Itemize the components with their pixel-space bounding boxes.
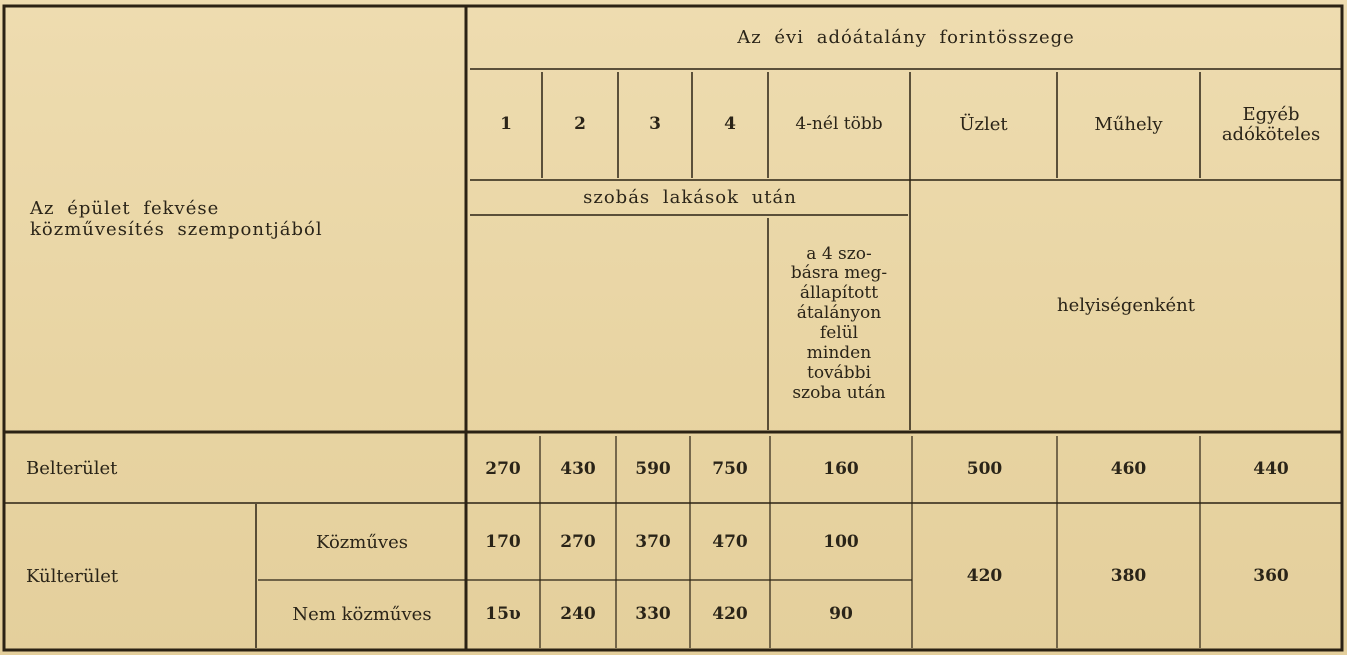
belterulet-value-uzlet: 500 [966, 458, 1003, 479]
kozmuves-value-more: 100 [823, 532, 859, 553]
col-header-1-room: 1 [500, 114, 512, 135]
belterulet-value-4: 750 [712, 458, 748, 479]
col-header-egyeb-adokoteles: Egyéb adóköteles [1221, 104, 1321, 145]
row-header-title: Az épület fekvése közművesítés szempontjából [30, 198, 323, 240]
kulterulet-value-muhely: 380 [1110, 566, 1147, 587]
belterulet-value-1: 270 [485, 458, 521, 479]
nem-kozmuves-value-1: 15υ [485, 604, 521, 625]
row-label-belterulet: Belterület [26, 458, 118, 480]
belterulet-value-egyeb: 440 [1253, 458, 1289, 479]
kozmuves-value-2: 270 [560, 532, 596, 553]
col-header-more-than-4: 4-nél több [795, 114, 883, 135]
kozmuves-value-4: 470 [712, 532, 748, 553]
col-header-2-rooms: 2 [574, 114, 586, 135]
kulterulet-value-uzlet: 420 [966, 566, 1003, 587]
kozmuves-value-1: 170 [485, 532, 521, 553]
rooms-subheader: szobás lakások után [583, 187, 797, 209]
per-premise-note: helyiségenként [1057, 294, 1195, 316]
kulterulet-value-egyeb: 360 [1253, 566, 1289, 587]
belterulet-value-muhely: 460 [1110, 458, 1147, 479]
col-header-uzlet: Üzlet [959, 113, 1008, 135]
belterulet-value-3: 590 [635, 458, 671, 479]
nem-kozmuves-value-2: 240 [560, 604, 596, 625]
extra-room-note: a 4 szo- básra meg- állapított átalányon felül minden további szoba után [790, 243, 888, 403]
belterulet-value-2: 430 [560, 458, 596, 479]
col-header-3-rooms: 3 [649, 114, 661, 135]
kozmuves-value-3: 370 [635, 532, 671, 553]
row-label-kozmuves: Közműves [315, 531, 408, 553]
super-header: Az évi adóátalány forintösszege [737, 26, 1075, 48]
belterulet-value-more: 160 [823, 458, 859, 479]
row-label-kulterulet: Külterület [26, 565, 119, 587]
nem-kozmuves-value-4: 420 [712, 604, 748, 625]
nem-kozmuves-value-3: 330 [635, 604, 671, 625]
col-header-muhely: Műhely [1094, 113, 1163, 135]
nem-kozmuves-value-more: 90 [829, 604, 853, 625]
row-label-nem-kozmuves: Nem közműves [292, 603, 432, 625]
col-header-4-rooms: 4 [724, 114, 736, 135]
